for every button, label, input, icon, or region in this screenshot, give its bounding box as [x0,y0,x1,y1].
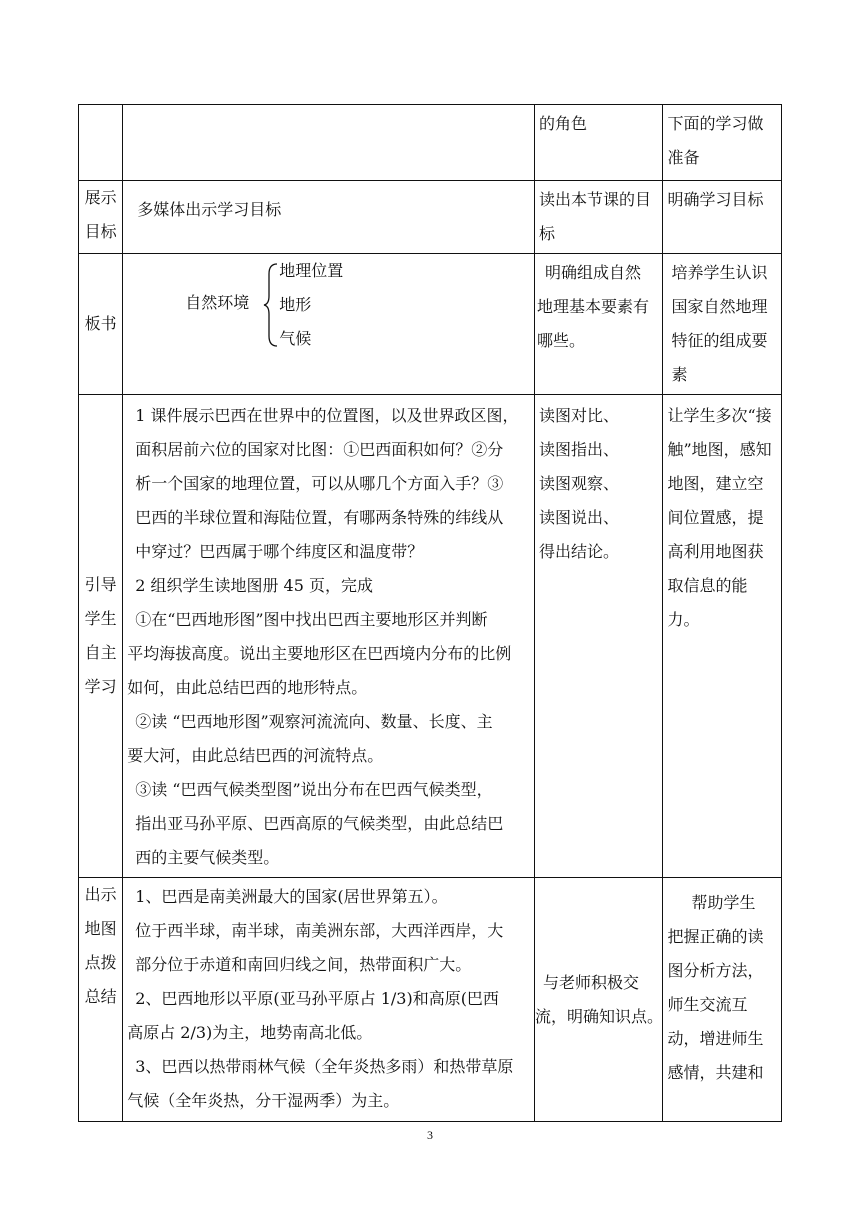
stage-label: 板书 [84,314,117,333]
cell-teacher-activity [123,878,535,1122]
text-line: 读图说出、 [538,508,619,527]
text-line: 师生交流互 [667,995,748,1014]
text-line: 位于西半球，南半球，南美洲东部，大西洋西岸，大 [135,921,504,940]
cell-teacher-activity [123,105,535,181]
stage-label: 目标 [84,222,117,241]
cell-stage [79,395,123,878]
text-line: 感情，共建和 [667,1063,764,1082]
text-line: 特征的组成要 [671,331,768,350]
stage-label: 出示 [84,885,117,904]
text-line: 准备 [667,148,700,167]
text-line: 气候（全年炎热，分干湿两季）为主。 [127,1091,400,1110]
text-line: 巴西的半球位置和海陆位置，有哪两条特殊的纬线从 [135,508,504,527]
text-line: 高利用地图获 [667,542,764,561]
text-line: 与老师积极交 [542,972,639,992]
text-line: 标 [538,224,555,243]
cell-stage [79,254,123,395]
text-line: 流，明确知识点。 [534,1006,663,1026]
stage-label: 学生 [84,609,117,628]
outline-item: 地形 [279,295,312,314]
text-line: 读出本节课的目 [538,190,651,209]
text-line: 把握正确的读 [667,927,764,946]
text-line: ③读 “巴西气候类型图”说出分布在巴西气候类型， [135,780,493,799]
text-line: 国家自然地理 [671,297,768,316]
table-row [79,878,782,1122]
outline-items [279,254,343,356]
stage-label: 引导 [84,575,117,594]
text-line: 素 [671,365,688,384]
text-line: 动，增进师生 [667,1029,764,1048]
text-line: 高原占 2/3)为主，地势南高北低。 [127,1023,373,1042]
cell-design-intent [663,254,782,395]
text-line: 中穿过？巴西属于哪个纬度区和温度带？ [135,542,424,561]
stage-label: 点拨 [84,953,117,972]
text-line: 指出亚马孙平原、巴西高原的气候类型，由此总结巴 [135,814,504,833]
cell-student-activity [534,254,663,395]
cell-stage [79,181,123,254]
page-number: 3 [427,1128,433,1142]
stage-label: 地图 [84,919,117,938]
outline-title: 自然环境 [185,293,250,312]
text-line: 明确组成自然 [544,263,641,282]
text-line: 2 组织学生读地图册 45 页，完成 [135,576,373,595]
text-line: 读图观察、 [538,474,619,493]
text-line: 析一个国家的地理位置，可以从哪几个方面入手？③ [135,474,504,493]
cell-student-activity [534,395,663,878]
cell-teacher-activity [123,395,535,878]
text-line: 哪些。 [536,331,585,350]
text-line: 要大河，由此总结巴西的河流特点。 [127,746,384,765]
cell-student-activity [534,181,663,254]
cell-student-activity: 的角色 [534,105,663,181]
cell-stage [79,878,123,1122]
text-line: 得出结论。 [538,542,619,561]
outline-item: 气候 [279,329,312,348]
cell-stage [79,105,123,181]
text-line: 平均海拔高度。说出主要地形区在巴西境内分布的比例 [127,644,512,663]
text-line: 地理基本要素有 [536,297,649,316]
text-line: 明确学习目标 [667,190,764,209]
text-line: 西的主要气候类型。 [135,848,280,867]
text-line: ②读 “巴西地形图”观察河流流向、数量、长度、主 [135,712,493,731]
cell-teacher-activity [123,254,535,395]
outline-item: 地理位置 [279,261,344,280]
lesson-plan-table [78,104,782,1122]
stage-label: 总结 [84,987,117,1006]
text-line: 如何，由此总结巴西的地形特点。 [127,678,368,697]
blackboard-outline [123,254,534,354]
text-line: 取信息的能 [667,576,748,595]
cell-design-intent [663,878,782,1122]
text-line: 1、巴西是南美洲最大的国家(居世界第五）。 [135,887,448,906]
table-row [79,181,782,254]
stage-label: 展示 [84,188,117,207]
text-line: 部分位于赤道和南回归线之间，热带面积广大。 [135,955,472,974]
table-row [79,105,782,181]
text-line: 地图，建立空 [667,474,764,493]
cell-teacher-activity [123,181,535,254]
text-line: 力。 [667,610,700,629]
text-line: 读图对比、 [538,406,619,425]
table-row [79,254,782,395]
cell-design-intent [663,105,782,181]
text-line: 下面的学习做 [667,114,764,133]
left-brace-icon [263,262,279,348]
text-line: 面积居前六位的国家对比图：①巴西面积如何？②分 [135,440,504,459]
stage-label: 学习 [84,677,117,696]
text-line: 触”地图，感知 [667,440,772,459]
text-line: 间位置感，提 [667,508,764,527]
stage-label: 自主 [84,643,117,662]
cell-student-activity [534,878,663,1122]
text-line: 3、巴西以热带雨林气候（全年炎热多雨）和热带草原 [135,1057,514,1076]
text-line: 1 课件展示巴西在世界中的位置图，以及世界政区图， [135,406,519,425]
text-line: 培养学生认识 [671,263,768,282]
cell-design-intent [663,395,782,878]
text-line: 读图指出、 [538,440,619,459]
text-line: ①在“巴西地形图”图中找出巴西主要地形区并判断 [135,610,488,629]
text-line: 让学生多次“接 [667,406,772,425]
text-line: 图分析方法， [667,961,764,980]
text-line: 2、巴西地形以平原(亚马孙平原占 1/3)和高原(巴西 [135,989,499,1008]
cell-design-intent [663,181,782,254]
text-line: 多媒体出示学习目标 [137,200,282,219]
table-row [79,395,782,878]
text-line: 帮助学生 [691,893,756,912]
